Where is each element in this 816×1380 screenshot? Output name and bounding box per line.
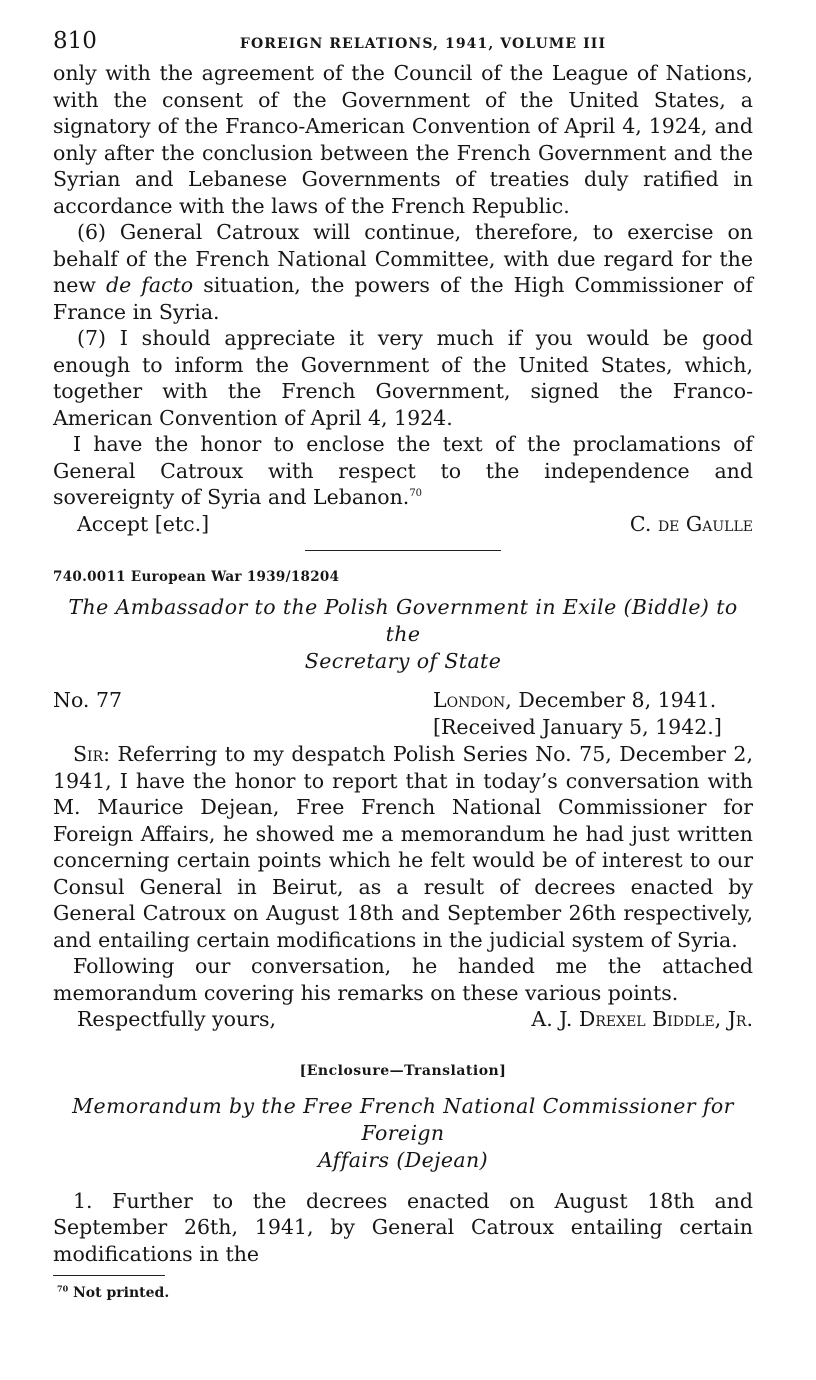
footnote-number: 70 (57, 1283, 69, 1294)
signature-name: de Gaulle (657, 511, 753, 536)
page-number: 810 (53, 28, 97, 54)
memorandum-paragraph-1: 1. Further to the decrees enacted on August 18th and September 26th, 1941, by General Catroux entailing certain modifications in the (53, 1188, 753, 1266)
despatch-closing: Respectfully yours, (77, 1007, 277, 1031)
footnote-ref: 70 (409, 488, 423, 500)
letter-closing-row (53, 511, 753, 538)
place-date-line (433, 687, 753, 714)
document-heading (53, 594, 753, 675)
document-heading-line-2: Secretary of State (304, 649, 502, 673)
despatch-body-1 (53, 741, 753, 953)
despatch-body-2: Following our conversation, he handed me the attached memorandum covering his remarks on these various points. (53, 954, 753, 1005)
document-heading-line-1: The Ambassador to the Polish Government in Exile (Biddle) to the (68, 595, 738, 646)
document-page (53, 26, 753, 1301)
running-head (53, 26, 753, 60)
paragraph-6 (53, 219, 753, 325)
running-title: FOREIGN RELATIONS, 1941, VOLUME III (239, 36, 607, 52)
memorandum-heading-line-1: Memorandum by the Free French National Commissioner for Foreign (72, 1093, 734, 1145)
footnote-70 (53, 1285, 753, 1301)
place: London (433, 688, 506, 712)
paragraph-enclosure-text: I have the honor to enclose the text of the proclamations of General Catroux with respect to the independence and sovereignty of Syria and Lebanon. (53, 432, 753, 509)
despatch-number: No. 77 (53, 688, 123, 712)
section-divider (305, 550, 501, 551)
despatch-closing-row (53, 1006, 753, 1033)
memorandum-heading-line-2: Affairs (Dejean) (317, 1147, 489, 1172)
paragraph-6-text-start: (6) General Catroux will continue, therefore, to exercise on behalf of the French National Committee, with due regard for the new (53, 220, 753, 297)
letter-signature (630, 511, 753, 538)
de-facto-italic: de facto (105, 273, 194, 297)
salutation: Sir (73, 742, 104, 766)
paragraph-enclosure-note (53, 431, 753, 511)
enclosure-label: [Enclosure—Translation] (299, 1062, 507, 1079)
received-date: [Received January 5, 1942.] (433, 715, 722, 739)
signature-initial: C. (629, 511, 652, 536)
despatch-signature (531, 1006, 753, 1033)
paragraph-7: (7) I should appreciate it very much if you would be good enough to inform the Government of the United States, which, together with the French Government, signed the Franco-American Convention of April 4, 1924. (53, 326, 753, 430)
footnote-divider (53, 1275, 165, 1276)
despatch-signature-name: Drexel Biddle, Jr. (578, 1007, 753, 1031)
letter-closing: Accept [etc.] (77, 511, 210, 536)
date: , December 8, 1941. (505, 688, 717, 712)
dateline (53, 687, 753, 741)
footnote-text: Not printed. (68, 1285, 170, 1301)
despatch-body-1-text: : Referring to my despatch Polish Series No. 75, December 2, 1941, I have the honor to report that in today’s conversation with M. Maurice Dejean, Free French National Commissioner for Foreign Affairs, he showed me a memorandum he had just written concerning certain points which he felt would be of interest to our Consul General in Beirut, as a result of decrees enacted by General Catroux on August 18th and September 26th respectively, and entailing certain modifications in the judicial system of Syria. (53, 742, 753, 952)
memorandum-heading (53, 1093, 753, 1174)
paragraph-6-text-end: situation, the powers of the High Commissioner of France in Syria. (53, 273, 753, 324)
file-number: 740.0011 European War 1939/18204 (53, 569, 340, 585)
despatch-signature-initial: A. J. (531, 1007, 573, 1031)
paragraph-continuation: only with the agreement of the Council of the League of Nations, with the consent of the Government of the United States, a signatory of the Franco-American Convention of April 4, 1924, and only after the conclusion between the French Government and the Syrian and Lebanese Governments of treaties duly ratified in accordance with the laws of the French Republic. (53, 61, 753, 218)
place-and-date (433, 687, 753, 741)
